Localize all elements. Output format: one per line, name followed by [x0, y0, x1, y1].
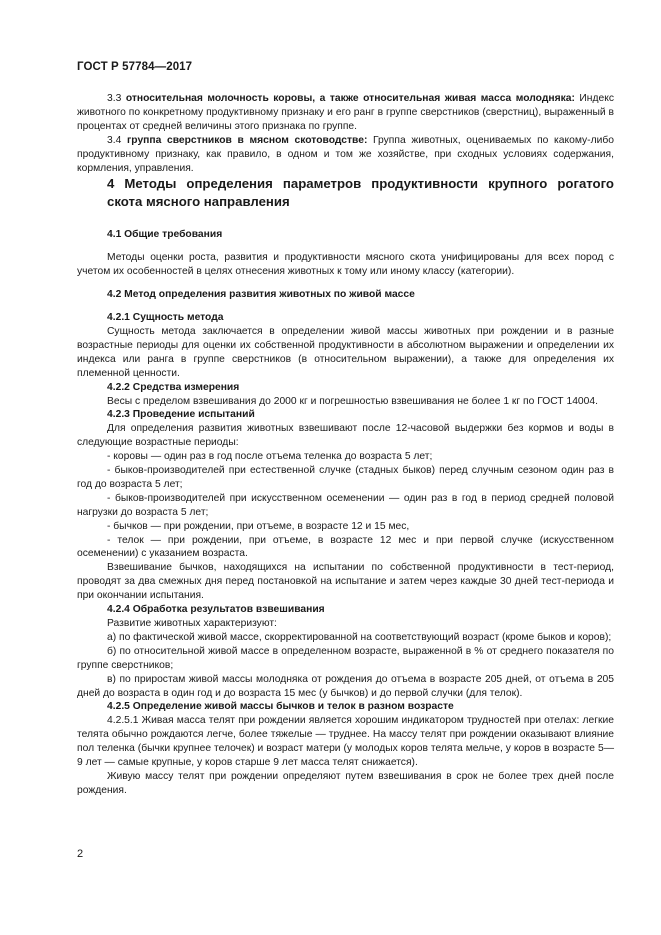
paragraph-4-2-5-1: 4.2.5.1 Живая масса телят при рождении является хорошим индикатором трудностей при отелах: легкие телята обычно рождаются легче, более тяжелые — труднее. На массу телят при рождении оказывают влияние пол теленка (бычки крупнее телочек) и возраст матери (у молодых коров телята мельче, у коров в возрасте 5—9 лет — самые крупные, у коров старше 9 лет масса телят снижается). — [77, 715, 614, 769]
definition-number: 3.4 — [107, 134, 122, 146]
page-content — [77, 92, 614, 798]
definition-3-4 — [77, 134, 614, 176]
heading-4-2-4: 4.2.4 Обработка результатов взвешивания — [107, 604, 325, 616]
heading-4-2: 4.2 Метод определения развития животных по живой массе — [107, 289, 415, 301]
list-item: - быков-производителей при искусственном осеменении — один раз в год в период средней половой нагрузки до возраста 5 лет; — [77, 492, 614, 518]
standard-header: ГОСТ Р 57784—2017 — [77, 61, 193, 73]
paragraph-4-2-1: Сущность метода заключается в определении живой массы животных при рождении и в разные возрастные периоды для оценки их собственной продуктивности в абсолютном выражении и определении их индекса или ранга в группе сверстников (в относительном выражении), а также для определения их племенной ценности. — [77, 325, 614, 379]
definition-term: группа сверстников в мясном скотоводстве: — [127, 134, 368, 146]
definition-text: Индекс животного по конкретному продуктивному признаку и его ранг в группе сверстников (сверстниц), выраженный в процентах от средней величины этого признака по группе. — [77, 93, 614, 132]
definition-3-3 — [77, 92, 614, 134]
list-item: - бычков — при рождении, при отъеме, в возрасте 12 и 15 мес, — [107, 520, 410, 532]
paragraph-4-2-3-note: Взвешивание бычков, находящихся на испытании по собственной продуктивности в тест-период, проводят за два смежных дня перед постановкой на испытание и затем через каждые 30 дней тест-периода и при окончании испытания. — [77, 562, 614, 602]
heading-4-2-3: 4.2.3 Проведение испытаний — [107, 409, 255, 421]
paragraph-4-1: Методы оценки роста, развития и продуктивности мясного скота унифицированы для всех пород с учетом их особенностей в целях отнесения животных к тому или иному классу (категории). — [77, 252, 614, 278]
section-4-title: 4 Методы определения параметров продуктивности крупного рогатого скота мясного направления — [107, 176, 614, 210]
list-item: - быков-производителей при естественной случке (стадных быков) перед случным сезоном один раз в год до возраста 5 лет; — [77, 465, 614, 490]
page-number: 2 — [77, 848, 84, 860]
paragraph-4-2-3-intro: Для определения развития животных взвешивают после 12-часовой выдержки без кормов и воды в следующие возрастные периоды: — [77, 423, 614, 449]
heading-4-2-1: 4.2.1 Сущность метода — [107, 312, 224, 324]
list-item: - коровы — один раз в год после отъема теленка до возраста 5 лет; — [107, 451, 433, 463]
heading-4-2-5: 4.2.5 Определение живой массы бычков и телок в разном возрасте — [107, 701, 454, 713]
definition-text: Группа животных, оцениваемых по какому-либо продуктивному признаку, как правило, в одном и том же хозяйстве, при сходных условиях содержания, кормления, управления. — [77, 134, 614, 174]
definition-term: относительная молочность коровы, а также относительная живая масса молодняка: — [125, 93, 575, 104]
heading-4-1: 4.1 Общие требования — [107, 229, 223, 241]
definition-number: 3.3 — [107, 93, 122, 104]
paragraph-4-2-5-2: Живую массу телят при рождении определяют путем взвешивания в срок не более трех дней после рождения. — [77, 770, 614, 796]
list-item: б) по относительной живой массе в определенном возрасте, выраженной в % от среднего показателя по группе сверстников; — [77, 645, 614, 671]
list-item: - телок — при рождении, при отъеме, в возрасте 12 мес и при первой случке (искусственном осеменении) с указанием возраста. — [77, 534, 614, 560]
list-item: а) по фактической живой массе, скорректированной на соответствующий возраст (кроме быков и коров); — [107, 631, 612, 643]
heading-4-2-2: 4.2.2 Средства измерения — [107, 381, 240, 393]
paragraph-4-2-4-intro: Развитие животных характеризуют: — [107, 618, 277, 629]
paragraph-4-2-2: Весы с пределом взвешивания до 2000 кг и погрешностью взвешивания не более 1 кг по ГОСТ 14004. — [107, 395, 598, 407]
list-item: в) по приростам живой массы молодняка от рождения до отъема в возрасте 205 дней, от отъема в 205 дней до возраста в один год и до возраста 15 мес (у бычков) и до первой случки (для телок). — [77, 673, 614, 699]
